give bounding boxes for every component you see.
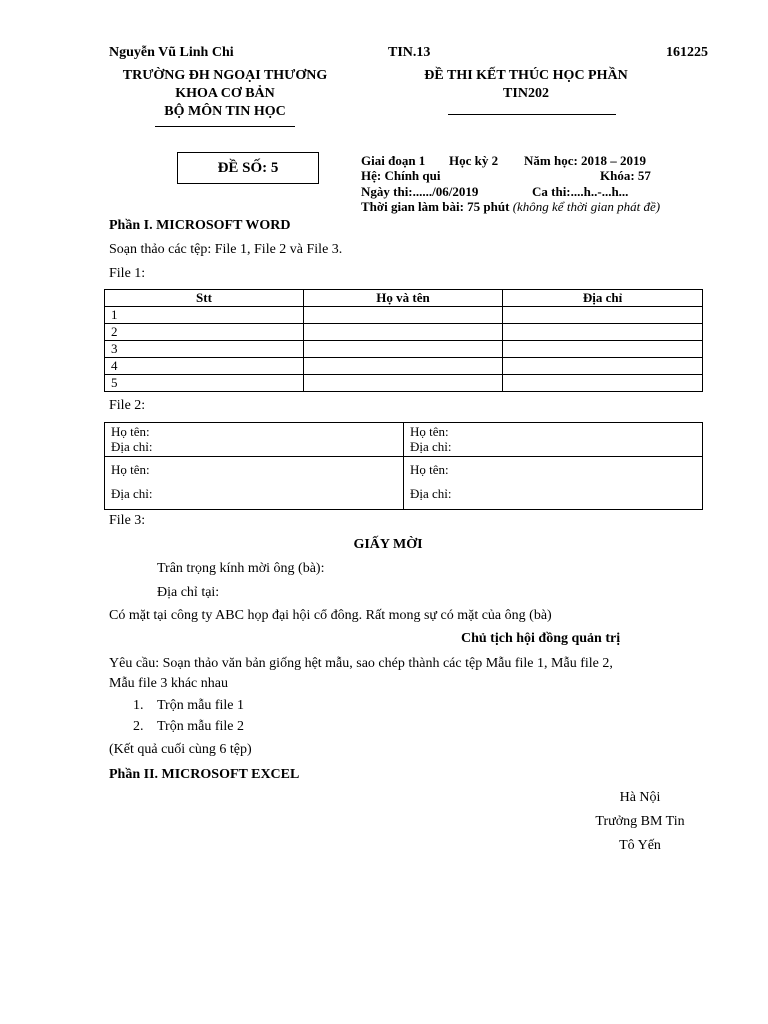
name-label: Họ tên:: [111, 462, 150, 477]
faculty-name: KHOA CƠ BẢN: [175, 86, 275, 101]
footer-role: Trưởng BM Tin: [595, 814, 685, 829]
result-note: (Kết quả cuối cùng 6 tệp): [109, 742, 252, 757]
part2-heading: Phần II. MICROSOFT EXCEL: [109, 767, 300, 782]
address-cell: [503, 307, 703, 324]
address-cell: [503, 341, 703, 358]
requirement-line2: Mẫu file 3 khác nhau: [109, 676, 228, 691]
row-number: 1: [105, 307, 304, 324]
exam-shift: Ca thi:....h..-...h...: [532, 184, 629, 199]
requirement-line1: Yêu cầu: Soạn thảo văn bản giống hệt mẫu, sao chép thành các tệp Mẫu file 1, Mẫu file 2,: [109, 656, 613, 671]
file2-table: [104, 422, 703, 510]
duration-text: Thời gian làm bài: 75 phút: [361, 199, 510, 214]
row-number: 3: [105, 341, 304, 358]
footer-place: Hà Nội: [619, 790, 661, 805]
table-row: [105, 341, 703, 358]
name-cell: [304, 307, 503, 324]
card-cell: [404, 423, 703, 457]
title-underline: [448, 114, 616, 115]
row-number: 2: [105, 324, 304, 341]
row-number: 4: [105, 358, 304, 375]
exam-course: Khóa: 57: [600, 168, 651, 183]
file2-label: File 2:: [109, 398, 146, 413]
name-cell: [304, 341, 503, 358]
card-cell: [105, 457, 404, 510]
step-text: Trộn mẫu file 1: [157, 698, 244, 713]
step-text: Trộn mẫu file 2: [157, 719, 244, 734]
exam-title: ĐỀ THI KẾT THÚC HỌC PHẦN: [424, 68, 628, 83]
name-label: Họ tên:: [410, 424, 449, 439]
exam-duration: [361, 199, 660, 215]
duration-note: (không kể thời gian phát đề): [512, 199, 661, 214]
table-row: [105, 358, 703, 375]
invitation-line3: Có mặt tại công ty ABC họp đại hội cổ đông. Rất mong sự có mặt của ông (bà): [109, 608, 552, 623]
name-cell: [304, 324, 503, 341]
exam-date: Ngày thi:....../06/2019: [361, 184, 479, 199]
exam-phase: Giai đoạn 1: [361, 153, 426, 168]
class-code: TIN.13: [388, 45, 431, 60]
name-cell: [304, 375, 503, 392]
institution-underline: [155, 126, 295, 127]
table-header-row: [105, 290, 703, 307]
file3-label: File 3:: [109, 513, 146, 528]
name-label: Họ tên:: [111, 424, 150, 439]
address-label: Địa chỉ:: [111, 486, 153, 501]
part1-heading: Phần I. MICROSOFT WORD: [109, 218, 291, 233]
table-row: [105, 457, 703, 510]
exam-year: Năm học: 2018 – 2019: [524, 153, 647, 168]
address-cell: [503, 375, 703, 392]
address-cell: [503, 324, 703, 341]
file1-table: [104, 289, 703, 392]
step-2: [133, 719, 244, 735]
address-label: Địa chỉ:: [111, 439, 153, 454]
table-row: [105, 307, 703, 324]
header-stt: Stt: [105, 290, 304, 307]
file1-label: File 1:: [109, 266, 146, 281]
name-cell: [304, 358, 503, 375]
invitation-line2: Địa chỉ tại:: [157, 585, 220, 600]
name-label: Họ tên:: [410, 462, 449, 477]
exam-number-box: [177, 152, 319, 184]
exam-number: ĐỀ SỐ: 5: [217, 159, 279, 176]
footer-name: Tô Yến: [619, 838, 661, 853]
department-name: BỘ MÔN TIN HỌC: [164, 104, 286, 119]
exam-system: Hệ: Chính qui: [361, 168, 441, 183]
invitation-line1: Trân trọng kính mời ông (bà):: [157, 561, 325, 576]
university-name: TRƯỜNG ĐH NGOẠI THƯƠNG: [122, 68, 328, 83]
invitation-signature: Chủ tịch hội đồng quản trị: [461, 631, 621, 646]
card-cell: [404, 457, 703, 510]
student-name: Nguyễn Vũ Linh Chi: [109, 45, 234, 60]
row-number: 5: [105, 375, 304, 392]
course-code: TIN202: [503, 86, 549, 101]
table-row: [105, 375, 703, 392]
step-number: 2.: [133, 719, 144, 734]
step-1: [133, 698, 244, 714]
address-cell: [503, 358, 703, 375]
part1-intro: Soạn thảo các tệp: File 1, File 2 và File 3.: [109, 242, 343, 257]
table-row: [105, 423, 703, 457]
header-address: Địa chỉ: [503, 290, 703, 307]
header-name: Họ và tên: [304, 290, 503, 307]
table-row: [105, 324, 703, 341]
step-number: 1.: [133, 698, 144, 713]
student-id: 161225: [666, 45, 708, 60]
invitation-title: GIẤY MỜI: [353, 537, 423, 552]
card-cell: [105, 423, 404, 457]
exam-semester: Học kỳ 2: [449, 153, 499, 168]
address-label: Địa chỉ:: [410, 439, 452, 454]
address-label: Địa chỉ:: [410, 486, 452, 501]
